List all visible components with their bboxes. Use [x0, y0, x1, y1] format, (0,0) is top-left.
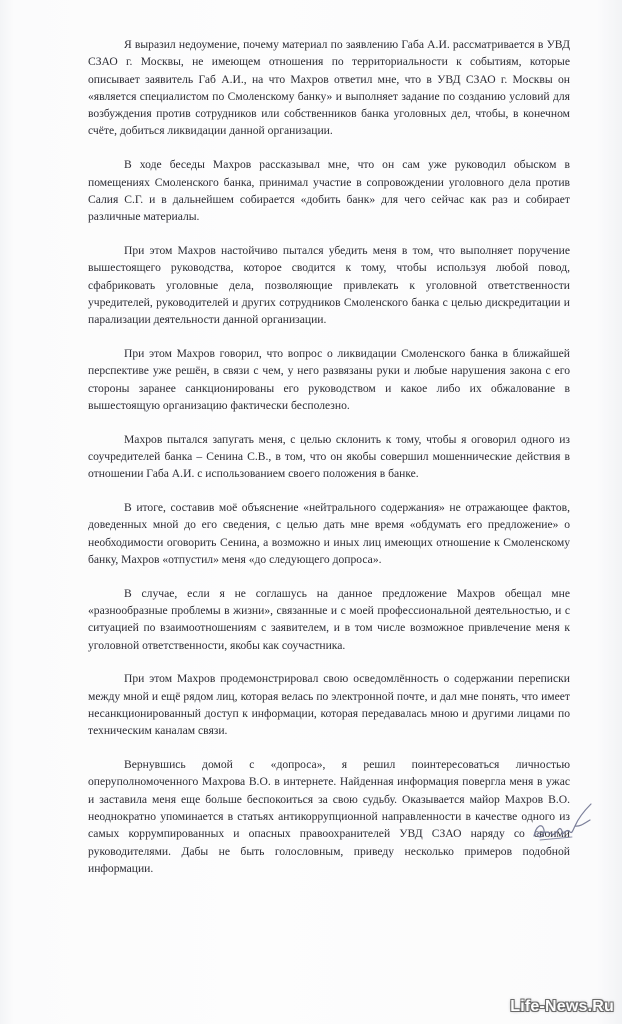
handwritten-signature-icon — [528, 796, 604, 850]
paragraph-6: В итоге, составив моё объяснение «нейтрального содержания» не отражающее фактов, доведенных мной до его сведения, с целью дать мне время «обдумать его предложение» о необходимости оговорить Сенина, а возможно и иных лиц имеющих отношение к Смоленскому банку, Махров «отпустил» меня «до следующего допроса». — [88, 501, 570, 566]
watermark-logo: Life-News.Ru — [510, 998, 614, 1015]
paragraph-7: В случае, если я не соглашусь на данное предложение Махров обещал мне «разнообразные проблемы в жизни», связанные и с моей профессиональной деятельностью, и с ситуацией по взаимоотношениям с заявителем, и в том числе возможное привлечение меня к уголовной ответственности, якобы как соучастника. — [88, 586, 570, 652]
paragraph-1: Я выразил недоумение, почему материал по заявлению Габа А.И. рассматривается в УВД СЗАО г. Москвы, не имеющем отношения по территориальности к событиям, которые описывает заявитель Габ А.И., на что Махров ответил мне, что в УВД СЗАО г. Москвы он «является специалистом по Смоленскому банку» и выполняет задание по созданию условий для возбуждения против сотрудников или собственников банка уголовных дел, чтобы, в конечном счёте, добиться ликвидации данной организации. — [88, 38, 570, 138]
paragraph-5: Махров пытался запугать меня, с целью склонить к тому, чтобы я оговорил одного из соучредителей банка – Сенина С.В., в том, что он якобы совершил мошеннические действия в отношении Габа А.И. с использованием своего положения в банке. — [88, 432, 570, 481]
paragraph-9: Вернувшись домой с «допроса», я решил поинтересоваться личностью оперуполномоченного Махрова В.О. в интернете. Найденная информация повергла меня в ужас и заставила меня еще больше беспокоиться за свою судьбу. Оказывается майор Махров В.О. неоднократно упоминается в статьях антикоррупционной направленности в качестве одного из самых коррумпированных и опасных правоохранителей УВД СЗАО наряду со своими руководителями. Дабы не быть голословным, приведу несколько примеров подобной информации. — [88, 758, 570, 875]
paragraph-2: В ходе беседы Махров рассказывал мне, что он сам уже руководил обыском в помещениях Смоленского банка, принимал участие в сопровождении уголовного дела против Салия С.Г. и в дальнейшем собирается «добить банк» для чего сейчас как раз и собирает различные материалы. — [88, 158, 570, 224]
letter-body — [88, 36, 570, 877]
paragraph-3: При этом Махров настойчиво пытался убедить меня в том, что выполняет поручение вышестоящего руководства, которое сводится к тому, чтобы используя любой повод, сфабриковать уголовные дела, позволяющие привлекать к уголовной ответственности учредителей, руководителей и других сотрудников Смоленского банка с целью дискредитации и парализации деятельности данной организации. — [88, 243, 570, 327]
paragraph-4: При этом Махров говорил, что вопрос о ликвидации Смоленского банка в ближайшей перспективе уже решён, в связи с чем, у него развязаны руки и любые нарушения закона с его стороны заранее санкционированы его руководством и какое либо их обжалование в вышестоящую организацию фактически бесполезно. — [88, 346, 570, 412]
paragraph-8: При этом Махров продемонстрировал свою осведомлённость о содержании переписки между мной и ещё рядом лиц, которая велась по электронной почте, и дал мне понять, что имеет несанкционированный доступ к информации, которая передавалась мною и другими лицами по техническим каналам связи. — [88, 672, 570, 738]
